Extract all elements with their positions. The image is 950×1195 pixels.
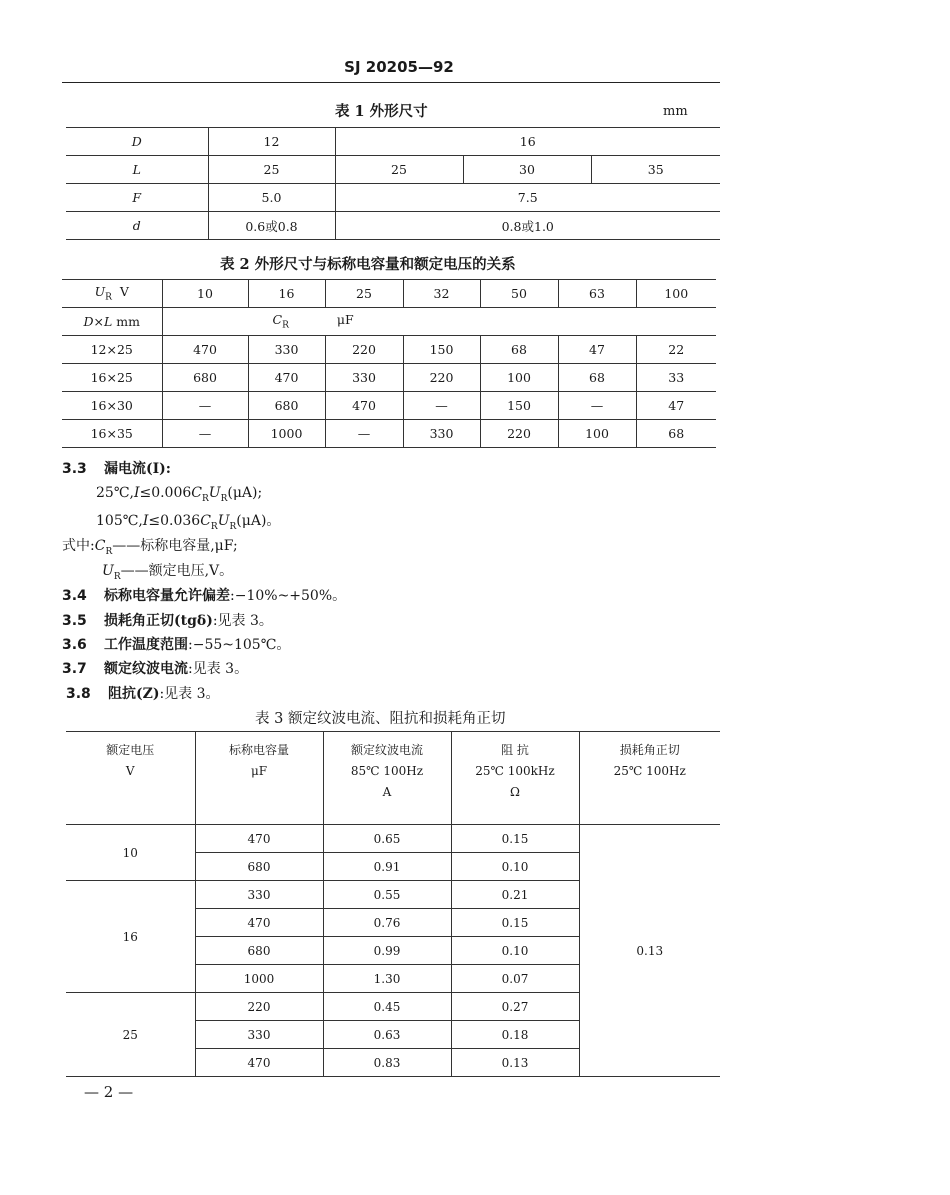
table-cell: 0.27 bbox=[451, 993, 579, 1021]
table-cell: 0.65 bbox=[323, 825, 451, 853]
voltage-group-cell: 25 bbox=[66, 993, 195, 1077]
size-cell: 16×30 bbox=[62, 392, 162, 420]
table-cell: 0.6或0.8 bbox=[208, 212, 335, 240]
voltage-cell: 25 bbox=[325, 280, 403, 308]
voltage-cell: 100 bbox=[636, 280, 716, 308]
table-cell: 470 bbox=[195, 1049, 323, 1077]
table-header-row bbox=[62, 308, 716, 336]
document-code: SJ 20205—92 bbox=[344, 58, 454, 76]
table-cell: 0.8或1.0 bbox=[335, 212, 720, 240]
table-cell: 0.76 bbox=[323, 909, 451, 937]
table-cell: 0.15 bbox=[451, 909, 579, 937]
table-cell: 47 bbox=[558, 336, 636, 364]
table-cell: 33 bbox=[636, 364, 716, 392]
voltage-cell: 10 bbox=[162, 280, 248, 308]
table1-caption: 表 1 外形尺寸 bbox=[335, 103, 428, 120]
table-cell: 100 bbox=[480, 364, 558, 392]
table-cell: 12 bbox=[208, 128, 335, 156]
row-label: D bbox=[66, 128, 208, 156]
table-row bbox=[62, 336, 716, 364]
table-row bbox=[66, 184, 720, 212]
section-3-8: 3.8 阻抗(Z):见表 3。 bbox=[66, 686, 220, 702]
table-cell: 25 bbox=[208, 156, 335, 184]
table-cell: 470 bbox=[325, 392, 403, 420]
table-cell: 22 bbox=[636, 336, 716, 364]
table-row bbox=[66, 825, 720, 853]
table-cell: 330 bbox=[403, 420, 480, 448]
table1-unit: mm bbox=[663, 104, 688, 119]
header-ripple-current: 额定纹波电流 85℃ 100Hz A bbox=[323, 732, 451, 825]
table-row bbox=[66, 212, 720, 240]
size-cell: 16×35 bbox=[62, 420, 162, 448]
voltage-cell: 16 bbox=[248, 280, 325, 308]
table-cell: 0.63 bbox=[323, 1021, 451, 1049]
where-cr: 式中$:C_R——$标称电容量,μF; bbox=[62, 538, 238, 557]
leakage-formula-25c: $25℃,I\le 0.006C_RU_R(\mu A)$; bbox=[96, 485, 263, 504]
table-cell: 220 bbox=[195, 993, 323, 1021]
table-row bbox=[62, 364, 716, 392]
table-cell: — bbox=[403, 392, 480, 420]
section-3-6: 3.6 工作温度范围:−55~105℃。 bbox=[62, 637, 291, 653]
table1-dimensions bbox=[66, 127, 720, 240]
table-cell: 0.45 bbox=[323, 993, 451, 1021]
table-cell: 0.21 bbox=[451, 881, 579, 909]
table-cell: 47 bbox=[636, 392, 716, 420]
table-cell: 330 bbox=[195, 1021, 323, 1049]
table-cell: 5.0 bbox=[208, 184, 335, 212]
where-ur: $U_R——$额定电压,V。 bbox=[102, 563, 234, 582]
table-cell: 100 bbox=[558, 420, 636, 448]
table-cell: 0.18 bbox=[451, 1021, 579, 1049]
table-cell: 30 bbox=[463, 156, 591, 184]
table-cell: 470 bbox=[195, 909, 323, 937]
table-cell: 220 bbox=[480, 420, 558, 448]
table-cell: 680 bbox=[248, 392, 325, 420]
voltage-cell: 32 bbox=[403, 280, 480, 308]
header-rule bbox=[62, 82, 720, 83]
table-cell: 68 bbox=[558, 364, 636, 392]
table-cell: — bbox=[162, 420, 248, 448]
section-3-4: 3.4 标称电容量允许偏差:−10%~+50%。 bbox=[62, 588, 347, 604]
table-cell: 68 bbox=[636, 420, 716, 448]
table-cell: 35 bbox=[591, 156, 720, 184]
table-row bbox=[62, 392, 716, 420]
table2-caption: 表 2 外形尺寸与标称电容量和额定电压的关系 bbox=[220, 256, 516, 273]
table-row bbox=[66, 128, 720, 156]
capacitance-header: $C_R$ μF bbox=[162, 308, 716, 336]
table-cell: 330 bbox=[248, 336, 325, 364]
table3-caption: 表 3 额定纹波电流、阻抗和损耗角正切 bbox=[255, 711, 506, 727]
table-cell: 1.30 bbox=[323, 965, 451, 993]
header-tan-delta: 损耗角正切 25℃ 100Hz bbox=[579, 732, 720, 825]
table-cell: 150 bbox=[480, 392, 558, 420]
table3-ripple-impedance-tan bbox=[66, 731, 720, 1077]
table-header-row bbox=[62, 280, 716, 308]
table-cell: 0.55 bbox=[323, 881, 451, 909]
table-cell: 330 bbox=[325, 364, 403, 392]
row-label: d bbox=[66, 212, 208, 240]
table-cell: 16 bbox=[335, 128, 720, 156]
table-cell: 150 bbox=[403, 336, 480, 364]
table-cell: 680 bbox=[162, 364, 248, 392]
table-header-row bbox=[66, 732, 720, 825]
table-cell: 7.5 bbox=[335, 184, 720, 212]
size-cell: 16×25 bbox=[62, 364, 162, 392]
table2-capacitance-by-size bbox=[62, 279, 716, 448]
table-cell: 680 bbox=[195, 853, 323, 881]
table-cell: 1000 bbox=[195, 965, 323, 993]
voltage-group-cell: 16 bbox=[66, 881, 195, 993]
voltage-header: $U_R$ V bbox=[62, 280, 162, 308]
table-cell: 0.15 bbox=[451, 825, 579, 853]
section-3-5: 3.5 损耗角正切(tgδ):见表 3。 bbox=[62, 613, 273, 629]
voltage-group-cell: 10 bbox=[66, 825, 195, 881]
table-cell: 680 bbox=[195, 937, 323, 965]
tan-delta-cell: 0.13 bbox=[579, 825, 720, 1077]
size-header: D×L mm bbox=[62, 308, 162, 336]
page-number: — 2 — bbox=[84, 1083, 134, 1101]
table-cell: 1000 bbox=[248, 420, 325, 448]
table-cell: 330 bbox=[195, 881, 323, 909]
table-cell: 220 bbox=[403, 364, 480, 392]
table-cell: 0.13 bbox=[451, 1049, 579, 1077]
table-cell: — bbox=[162, 392, 248, 420]
row-label: F bbox=[66, 184, 208, 212]
voltage-cell: 50 bbox=[480, 280, 558, 308]
table-cell: 470 bbox=[195, 825, 323, 853]
table-cell: 68 bbox=[480, 336, 558, 364]
section-3-3-heading: 3.3 漏电流(I): bbox=[62, 461, 171, 477]
table-cell: 0.83 bbox=[323, 1049, 451, 1077]
row-label: L bbox=[66, 156, 208, 184]
table-cell: 0.07 bbox=[451, 965, 579, 993]
header-rated-voltage: 额定电压 V bbox=[66, 732, 195, 825]
table-cell: 0.99 bbox=[323, 937, 451, 965]
size-cell: 12×25 bbox=[62, 336, 162, 364]
table-row bbox=[66, 156, 720, 184]
table-cell: 470 bbox=[248, 364, 325, 392]
table-cell: 470 bbox=[162, 336, 248, 364]
table-cell: 0.91 bbox=[323, 853, 451, 881]
section-3-7: 3.7 额定纹波电流:见表 3。 bbox=[62, 661, 249, 677]
table-cell: — bbox=[325, 420, 403, 448]
header-capacitance: 标称电容量 μF bbox=[195, 732, 323, 825]
voltage-cell: 63 bbox=[558, 280, 636, 308]
table-cell: 220 bbox=[325, 336, 403, 364]
leakage-formula-105c: $105℃,I\le 0.036C_RU_R(\mu A)$。 bbox=[96, 513, 281, 532]
table-row bbox=[62, 420, 716, 448]
table-cell: 0.10 bbox=[451, 853, 579, 881]
header-impedance: 阻 抗 25℃ 100kHz Ω bbox=[451, 732, 579, 825]
table-cell: 0.10 bbox=[451, 937, 579, 965]
table-cell: — bbox=[558, 392, 636, 420]
table-cell: 25 bbox=[335, 156, 463, 184]
